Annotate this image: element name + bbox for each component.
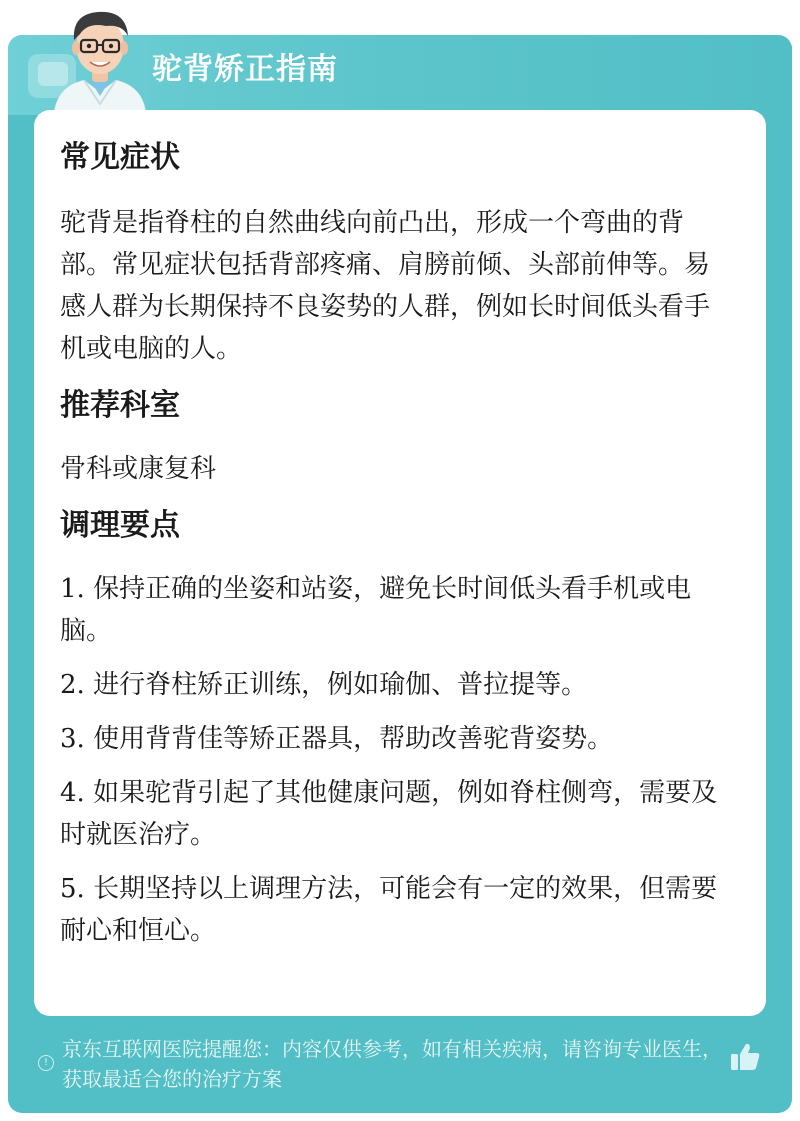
- care-point-item: [60, 718, 730, 760]
- section-title-care-points: 调理要点: [60, 508, 180, 543]
- care-point-item: [60, 772, 730, 856]
- guide-content: [60, 130, 730, 952]
- care-point-item: [60, 568, 730, 652]
- care-point-text: 如果驼背引起了其他健康问题，例如脊柱侧弯，需要及时就医治疗。: [60, 778, 718, 850]
- care-point-text: 进行脊柱矫正训练，例如瑜伽、普拉提等。: [93, 670, 588, 700]
- info-icon: !: [38, 1055, 54, 1071]
- care-point-number: 4.: [60, 778, 85, 808]
- care-point-item: [60, 868, 730, 952]
- care-point-text: 保持正确的坐姿和站姿，避免长时间低头看手机或电脑。: [60, 574, 692, 646]
- symptoms-text: 驼背是指脊柱的自然曲线向前凸出，形成一个弯曲的背部。常见症状包括背部疼痛、肩膀前倾、头部前伸等。易感人群为长期保持不良姿势的人群，例如长时间低头看手机或电脑的人。: [60, 208, 711, 364]
- department-text: 骨科或康复科: [60, 454, 217, 484]
- thumbs-up-icon[interactable]: [728, 1040, 762, 1074]
- care-point-number: 2.: [60, 670, 85, 700]
- care-point-item: [60, 664, 730, 706]
- care-point-text: 长期坚持以上调理方法，可能会有一定的效果，但需要耐心和恒心。: [60, 874, 718, 946]
- care-point-number: 3.: [60, 724, 85, 754]
- section-department: [60, 386, 730, 490]
- doctor-avatar-icon: [44, 0, 156, 112]
- page-title: 驼背矫正指南: [152, 52, 338, 87]
- care-point-number: 1.: [60, 574, 85, 604]
- section-title-symptoms: 常见症状: [60, 140, 180, 175]
- disclaimer-text: 京东互联网医院提醒您：内容仅供参考，如有相关疾病，请咨询专业医生，获取最适合您的治疗方案: [62, 1037, 722, 1091]
- section-symptoms: [60, 138, 730, 370]
- care-point-text: 使用背背佳等矫正器具，帮助改善驼背姿势。: [93, 724, 614, 754]
- care-point-number: 5.: [60, 874, 85, 904]
- section-care-points: [60, 506, 730, 952]
- section-title-department: 推荐科室: [60, 388, 180, 423]
